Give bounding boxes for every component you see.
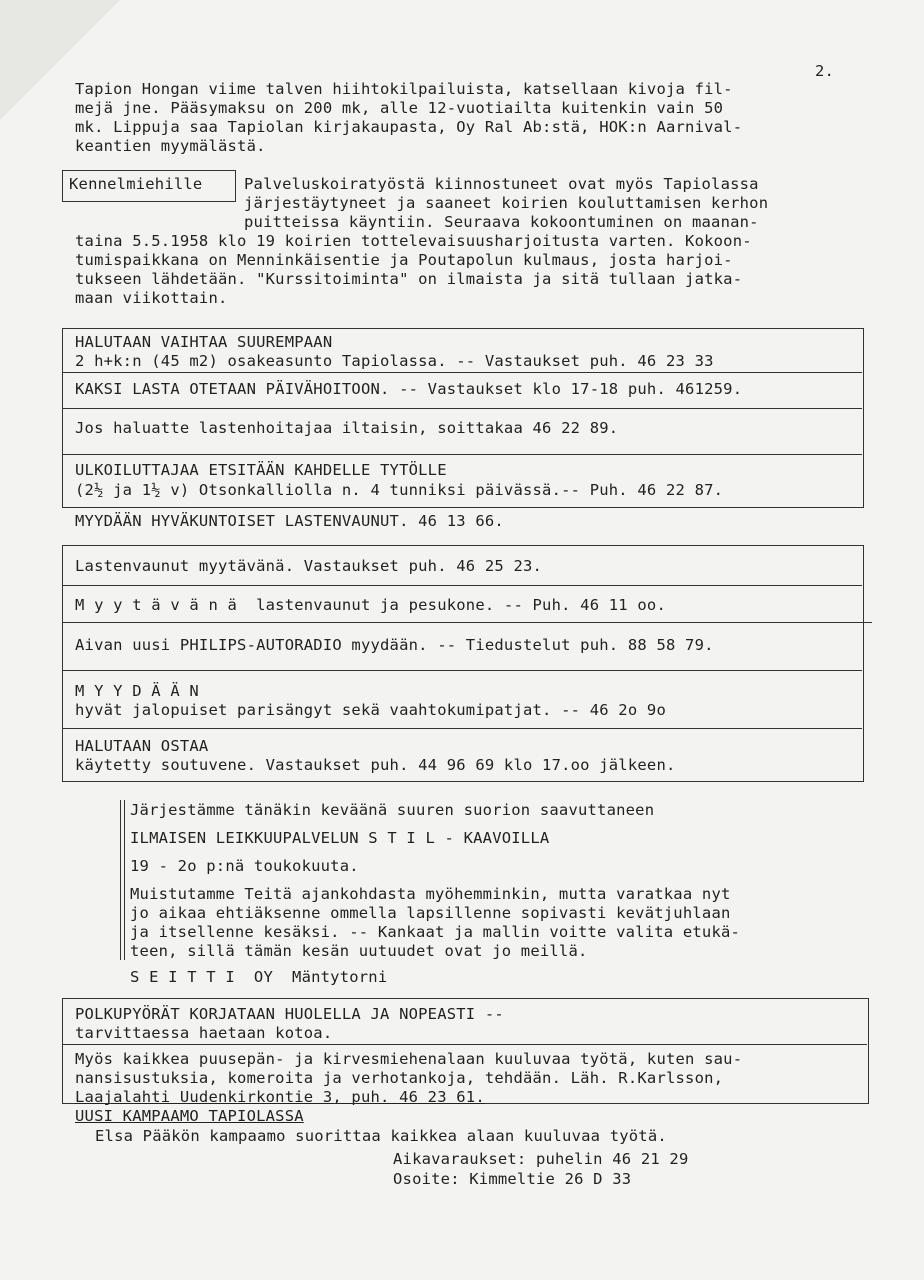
ad-text: hyvät jalopuiset parisängyt sekä vaahtokumipatjat. -- 46 2o 9o [75, 701, 666, 719]
bicycle-line: Myös kaikkea puusepän- ja kirvesmiehenalaan kuuluvaa työtä, kuten sau- [75, 1050, 743, 1068]
ad-divider [62, 454, 862, 455]
kennel-line: maan viikottain. [75, 289, 228, 307]
intro-line: keantien myymälästä. [75, 137, 266, 155]
ad-text: Jos haluatte lastenhoitajaa iltaisin, soittakaa 46 22 89. [75, 419, 619, 437]
ad-text: KAKSI LASTA OTETAAN PÄIVÄHOITOON. -- Vastaukset klo 17-18 puh. 461259. [75, 380, 743, 398]
kennel-line: tukseen lähdetään. "Kurssitoiminta" on ilmaista ja sitä tullaan jatka- [75, 270, 743, 288]
intro-line: mk. Lippuja saa Tapiolan kirjakaupasta, Oy Ral Ab:stä, HOK:n Aarnival- [75, 118, 743, 136]
ad-heading: HALUTAAN VAIHTAA SUUREMPAAN [75, 333, 333, 351]
salon-address: Osoite: Kimmeltie 26 D 33 [393, 1170, 632, 1188]
stil-line: ja itsellenne kesäksi. -- Kankaat ja mallin voitte valita etukä- [130, 923, 741, 941]
ad-divider [62, 585, 862, 586]
kennel-line: taina 5.5.1958 klo 19 koirien tottelevaisuusharjoitusta varten. Kokoon- [75, 232, 752, 250]
margin-rule [124, 800, 125, 960]
kennel-line: järjestäytyneet ja saaneet koirien kouluttamisen kerhon [244, 194, 769, 212]
ad-divider [62, 372, 862, 373]
page-number: 2. [815, 62, 835, 80]
salon-text: Elsa Pääkön kampaamo suorittaa kaikkea alaan kuuluvaa työtä. [95, 1127, 667, 1145]
ad-text: M y y t ä v ä n ä lastenvaunut ja pesukone. -- Puh. 46 11 oo. [75, 596, 666, 614]
stil-line: Järjestämme tänäkin keväänä suuren suorion saavuttaneen [130, 801, 655, 819]
bicycle-line: POLKUPYÖRÄT KORJATAAN HUOLELLA JA NOPEASTI -- [75, 1005, 504, 1023]
bicycle-line: tarvittaessa haetaan kotoa. [75, 1024, 333, 1042]
ad-text: 2 h+k:n (45 m2) osakeasunto Tapiolassa. -- Vastaukset puh. 46 23 33 [75, 352, 714, 370]
ad-text: Lastenvaunut myytävänä. Vastaukset puh. 46 25 23. [75, 557, 543, 575]
intro-line: mejä jne. Pääsymaksu on 200 mk, alle 12-vuotiailta kuitenkin vain 50 [75, 99, 724, 117]
kennel-line: puitteissa käyntiin. Seuraava kokoontuminen on maanan- [244, 213, 759, 231]
bicycle-line: Laajalahti Uudenkirkontie 3, puh. 46 23 61. [75, 1088, 485, 1106]
salon-title: UUSI KAMPAAMO TAPIOLASSA [75, 1107, 304, 1125]
ad-divider [62, 408, 862, 409]
ad-text: käytetty soutuvene. Vastaukset puh. 44 96 69 klo 17.oo jälkeen. [75, 756, 676, 774]
ad-heading: ULKOILUTTAJAA ETSITÄÄN KAHDELLE TYTÖLLE [75, 461, 447, 479]
stil-signature: S E I T T I OY Mäntytorni [130, 968, 388, 986]
margin-rule [120, 800, 121, 960]
ad-heading: M Y Y D Ä Ä N [75, 682, 199, 700]
ad-text: MYYDÄÄN HYVÄKUNTOISET LASTENVAUNUT. 46 13 66. [75, 512, 504, 530]
intro-line: Tapion Hongan viime talven hiihtokilpailuista, katsellaan kivoja fil- [75, 80, 733, 98]
kennel-line: tumispaikkana on Menninkäisentie ja Poutapolun kulmaus, josta harjoi- [75, 251, 733, 269]
ad-divider [62, 670, 862, 671]
salon-booking: Aikavaraukset: puhelin 46 21 29 [393, 1150, 689, 1168]
ad-heading: HALUTAAN OSTAA [75, 737, 209, 755]
ad-divider [62, 1044, 867, 1045]
stil-line: teen, sillä tämän kesän uutuudet ovat jo meillä. [130, 942, 588, 960]
ad-text: (2½ ja 1½ v) Otsonkalliolla n. 4 tunniksi päivässä.-- Puh. 46 22 87. [75, 481, 724, 499]
stil-line: jo aikaa ehtiäksenne ommella lapsillenne sopivasti kevätjuhlaan [130, 904, 731, 922]
kennel-line: Palveluskoiratyöstä kiinnostuneet ovat myös Tapiolassa [244, 175, 759, 193]
ad-text: Aivan uusi PHILIPS-AUTORADIO myydään. -- Tiedustelut puh. 88 58 79. [75, 636, 714, 654]
stil-line: 19 - 2o p:nä toukokuuta. [130, 857, 359, 875]
stil-line: Muistutamme Teitä ajankohdasta myöhemminkin, mutta varatkaa nyt [130, 885, 731, 903]
kennel-label: Kennelmiehille [69, 175, 203, 193]
ad-divider [62, 622, 872, 623]
stil-line: ILMAISEN LEIKKUUPALVELUN S T I L - KAAVOILLA [130, 829, 550, 847]
ad-divider [62, 728, 862, 729]
bicycle-line: nansisustuksia, komeroita ja verhotankoja, tehdään. Läh. R.Karlsson, [75, 1069, 724, 1087]
